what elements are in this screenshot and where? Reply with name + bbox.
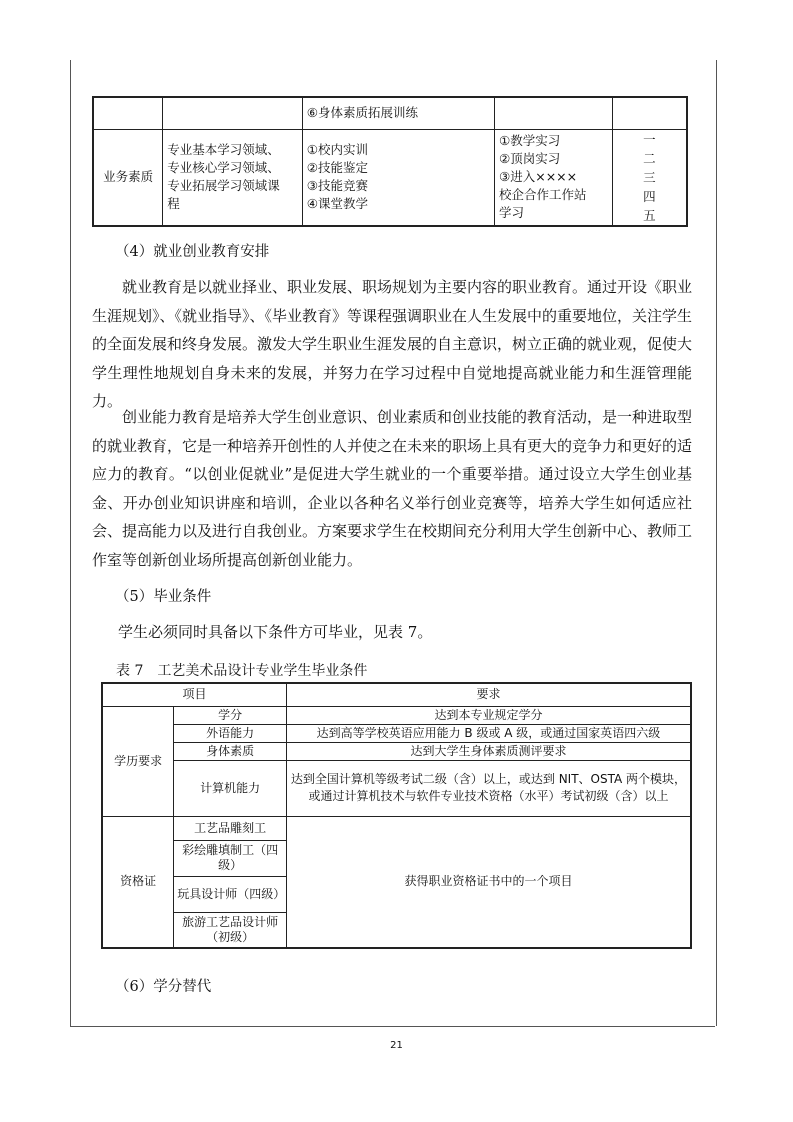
curriculum-table xyxy=(92,96,688,227)
header-item: 项目 xyxy=(102,683,286,706)
semester-cell: 一 二 三 四 五 xyxy=(612,129,687,226)
methods-cell: ①校内实训 ②技能鉴定 ③技能竞赛 ④课堂教学 xyxy=(302,129,494,226)
graduation-conditions-table xyxy=(101,682,692,949)
table-row: 旅游工艺品设计师（初级） xyxy=(102,912,691,948)
header-requirement: 要求 xyxy=(286,683,691,706)
cert-requirement-cell: 获得职业资格证书中的一个项目 xyxy=(286,816,691,948)
edu-group-cell: 学历要求 xyxy=(102,706,174,816)
table-row: 资格证 工艺品雕刻工 获得职业资格证书中的一个项目 xyxy=(102,816,691,840)
table-row: 学历要求 学分 达到本专业规定学分 xyxy=(102,706,691,724)
page-number: 21 xyxy=(390,1040,403,1051)
section-5-paragraph: 学生必须同时具备以下条件方可毕业，见表 7。 xyxy=(118,623,433,641)
section-4-paragraph-2: 创业能力教育是培养大学生创业意识、创业素质和创业技能的教育活动，是一种进取型的就业教育，它是一种培养开创性的人并使之在未来的职场上具有更大的竞争力和更好的适应力的教育。“以创业促就业”是促进大学生就业的一个重要举措。通过设立大学生创业基金、开办创业知识讲座和培训，企业以各种名义举行创业竞赛等，培养大学生如何适应社会、提高能力以及进行自我创业。方案要求学生在校期间充分利用大学生创新中心、教师工作室等创新创业场所提高创新创业能力。 xyxy=(92,408,693,569)
table-row: 身体素质 达到大学生身体素质测评要求 xyxy=(102,742,691,760)
section-4-title: （4）就业创业教育安排 xyxy=(115,244,270,260)
section-5-title: （5）毕业条件 xyxy=(115,589,212,605)
table-7-caption: 表 7 工艺美术品设计专业学生毕业条件 xyxy=(116,663,368,679)
section-6-title: （6）学分替代 xyxy=(115,979,212,995)
category-cell: 业务素质 xyxy=(93,129,163,226)
areas-cell: 专业基本学习领域、 专业核心学习领域、 专业拓展学习领域课 程 xyxy=(163,129,303,226)
page-bottom-rule xyxy=(70,1026,715,1027)
method-cell: ⑥身体素质拓展训练 xyxy=(302,97,494,129)
table-row xyxy=(93,97,687,129)
table-row: 计算机能力 达到全国计算机等级考试二级（含）以上，或达到 NIT、OSTA 两个模块，或通过计算机技术与软件专业技术资格（水平）考试初级（含）以上 xyxy=(102,760,691,816)
practice-cell: ①教学实习 ②顶岗实习 ③进入×××× 校企合作工作站 学习 xyxy=(495,129,613,226)
table-row xyxy=(93,129,687,226)
table-header-row xyxy=(102,683,691,706)
section-4-paragraph-1: 就业教育是以就业择业、职业发展、职场规划为主要内容的职业教育。通过开设《职业生涯规划》、《就业指导》、《毕业教育》等课程强调职业在人生发展中的重要地位，关注学生的全面发展和终身发展。激发大学生职业生涯发展的自主意识，树立正确的就业观，促使大学生理性地规划自身未来的发展，并努力在学习过程中自觉地提高就业能力和生涯管理能力。 xyxy=(92,278,693,410)
table-row: 外语能力 达到高等学校英语应用能力 B 级或 A 级，或通过国家英语四六级 xyxy=(102,724,691,742)
table-row: 玩具设计师（四级） xyxy=(102,876,691,912)
cert-group-cell: 资格证 xyxy=(102,816,174,948)
table-row: 彩绘雕填制工（四级） xyxy=(102,840,691,876)
